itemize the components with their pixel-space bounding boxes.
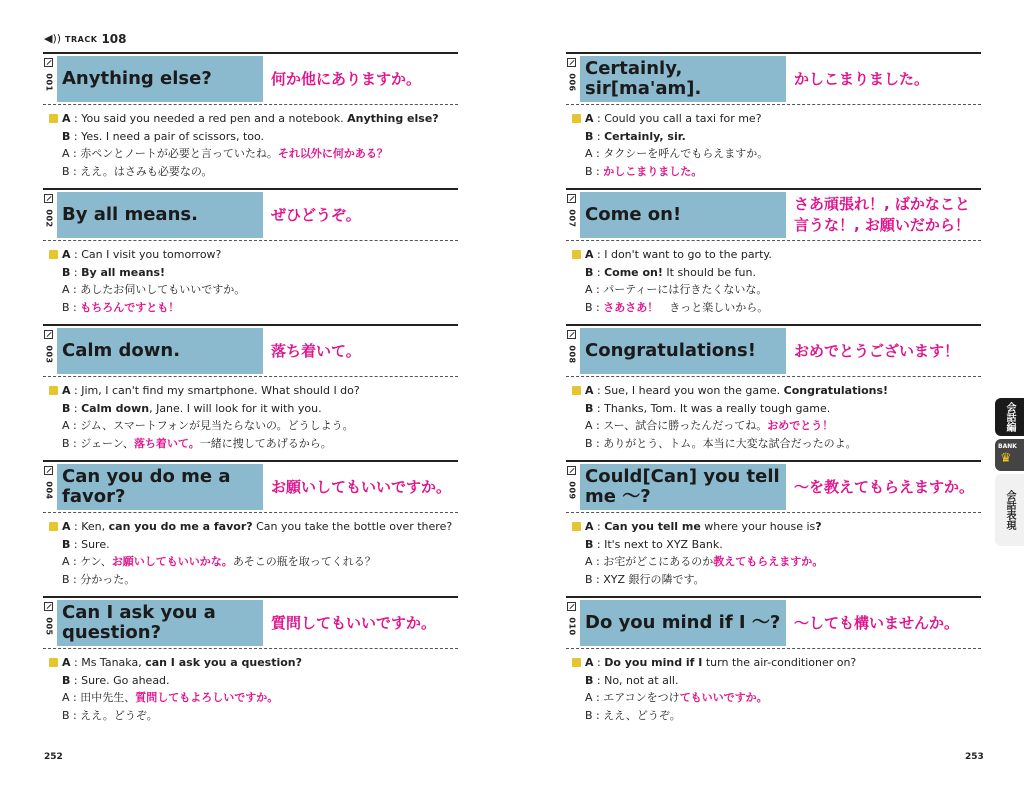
dialog-text: タクシーを呼んでもらえますか。	[603, 147, 769, 160]
phrase-box	[57, 464, 263, 510]
dialog-block	[49, 110, 454, 180]
speaker-label: B	[585, 708, 593, 722]
dialog-line: A : タクシーを呼んでもらえますか。	[585, 147, 769, 160]
highlight-text: かしこまりました。	[603, 164, 703, 178]
checkbox-icon[interactable]	[44, 58, 53, 67]
dialog-text: スー、試合に勝ったんだってね。	[603, 419, 768, 432]
dialog-line: B : Sure. Go ahead.	[62, 673, 170, 687]
dialog-block	[572, 110, 977, 180]
phrase-entry	[566, 188, 981, 322]
speaker-label: B	[62, 300, 70, 314]
speaker-label: A	[62, 147, 70, 160]
english-phrase: Could[Can] you tell me ～?	[585, 466, 780, 507]
tab-conversation-expressions[interactable]: 会話表現	[995, 474, 1024, 546]
speaker-label: B	[585, 401, 594, 415]
dialog-block	[49, 654, 454, 724]
dialog-line: A : 赤ペンとノートが必要と言っていたね。それ以外に何かある？	[62, 147, 388, 160]
dialog-line: A : Can you tell me where your house is?	[572, 518, 977, 536]
speaker-label: A	[585, 112, 594, 125]
speaker-label: B	[585, 572, 593, 586]
dialog-line: B : Yes. I need a pair of scissors, too.	[62, 129, 265, 143]
entry-header	[43, 596, 458, 649]
entry-id: 001	[44, 73, 54, 92]
speaker-icon: ◀))	[44, 32, 62, 45]
dialog-line: B : By all means!	[62, 265, 166, 279]
dialog-text: Yes. I need a pair of scissors, too.	[81, 129, 265, 143]
entry-number-column	[43, 192, 57, 238]
english-phrase: Calm down.	[62, 340, 181, 361]
dialog-line: A : I don't want to go to the party.	[572, 246, 977, 264]
dialog-text: ジェーン、	[80, 436, 134, 450]
entry-header	[566, 460, 981, 513]
audio-badge-icon[interactable]	[572, 114, 581, 123]
phrase-box	[580, 56, 786, 102]
japanese-translation: おめでとうございます！	[794, 341, 960, 360]
dialog-text: where your house is	[700, 520, 816, 533]
phrase-entry	[566, 596, 981, 730]
japanese-translation: お願いしてもいいですか。	[271, 477, 452, 496]
key-phrase-text: ?	[815, 520, 822, 533]
checkbox-icon[interactable]	[567, 58, 576, 67]
key-phrase-text: can you do me a favor?	[108, 520, 253, 533]
speaker-label: A	[585, 384, 594, 397]
dialog-line: A : Can I visit you tomorrow?	[49, 246, 454, 264]
speaker-label: B	[585, 129, 594, 143]
english-phrase: Come on!	[585, 204, 682, 225]
speaker-label: B	[585, 537, 594, 551]
checkbox-icon[interactable]	[567, 194, 576, 203]
highlight-text: それ以外に何かある？	[277, 147, 388, 160]
dialog-text: 分かった。	[80, 572, 136, 586]
dialog-block	[572, 518, 977, 588]
speaker-label: A	[585, 555, 593, 568]
speaker-label: B	[585, 436, 593, 450]
dialog-text: Could you call a taxi for me?	[604, 112, 762, 125]
dialog-text: 一緒に捜してあげるから。	[199, 436, 332, 450]
phrase-entry	[43, 52, 458, 186]
highlight-text: おめでとう！	[767, 419, 834, 432]
highlight-text: もちろんですとも！	[80, 300, 180, 314]
speaker-label: A	[62, 691, 70, 704]
dialog-text: turn the air-conditioner on?	[702, 656, 857, 669]
key-phrase-text: Come on!	[604, 265, 663, 279]
speaker-label: B	[585, 265, 594, 279]
japanese-translation: ぜひどうぞ。	[271, 205, 361, 224]
page-number: 252	[44, 752, 63, 762]
dialog-block	[49, 246, 454, 316]
dialog-block	[49, 518, 454, 588]
highlight-text: 教えてもらえますか。	[713, 555, 824, 568]
highlight-text: 質問してもよろしいですか。	[135, 691, 279, 704]
phrase-box	[580, 600, 786, 646]
speaker-label: A	[585, 147, 593, 160]
dialog-text: 田中先生、	[80, 691, 136, 704]
speaker-label: A	[62, 112, 71, 125]
dialog-text: ケン、	[80, 555, 112, 568]
dialog-line: A : エアコンをつけてもいいですか。	[585, 691, 768, 704]
audio-badge-icon[interactable]	[49, 386, 58, 395]
checkbox-icon[interactable]	[567, 330, 576, 339]
dialog-text: ええ。どうぞ。	[80, 708, 158, 722]
entry-id: 004	[44, 481, 54, 500]
entry-number-column	[43, 600, 57, 646]
phrase-entry	[566, 460, 981, 594]
dialog-text: Ken,	[81, 520, 109, 533]
dialog-text: Sue, I heard you won the game.	[604, 384, 784, 397]
dialog-line: A : 田中先生、質問してもよろしいですか。	[62, 691, 279, 704]
entry-id: 003	[44, 345, 54, 364]
checkbox-icon[interactable]	[44, 330, 53, 339]
highlight-text: さあさあ！	[603, 300, 659, 314]
entry-id: 005	[44, 617, 54, 636]
entry-header	[566, 324, 981, 377]
dialog-line: B : XYZ 銀行の隣です。	[585, 572, 705, 586]
audio-badge-icon[interactable]	[572, 250, 581, 259]
speaker-label: B	[585, 300, 593, 314]
phrase-entry	[43, 596, 458, 730]
dialog-text: It's next to XYZ Bank.	[604, 537, 723, 551]
english-phrase: Anything else?	[62, 68, 212, 89]
dialog-text: , Jane. I will look for it with you.	[149, 401, 322, 415]
speaker-label: A	[62, 419, 70, 432]
entry-number-column	[566, 464, 580, 510]
speaker-label: A	[585, 419, 593, 432]
speaker-label: B	[62, 537, 71, 551]
speaker-label: A	[585, 520, 594, 533]
checkbox-icon[interactable]	[44, 602, 53, 611]
dialog-text: Sure. Go ahead.	[81, 673, 170, 687]
speaker-label: B	[62, 129, 71, 143]
japanese-translation: 質問してもいいですか。	[271, 613, 437, 632]
dialog-line: A : Do you mind if I turn the air-conditioner on?	[572, 654, 977, 672]
page-number: 253	[965, 752, 984, 762]
dialog-text: きっと楽しいから。	[658, 300, 769, 314]
dialog-line: B : ええ。どうぞ。	[62, 708, 158, 722]
audio-badge-icon[interactable]	[572, 386, 581, 395]
entry-number-column	[566, 600, 580, 646]
speaker-label: B	[62, 436, 70, 450]
phrase-entry	[566, 52, 981, 186]
crown-icon: ♛	[1000, 451, 1012, 466]
entry-id: 006	[567, 73, 577, 92]
dialog-text: ありがとう、トム。本当に大変な試合だったのよ。	[603, 436, 857, 450]
entry-number-column	[566, 192, 580, 238]
dialog-text: ジム、スマートフォンが見当たらないの。どうしよう。	[80, 419, 354, 432]
entry-number-column	[43, 464, 57, 510]
dialog-text: Sure.	[81, 537, 110, 551]
phrase-box	[57, 192, 263, 238]
entry-number-column	[43, 56, 57, 102]
dialog-line: A : Ken, can you do me a favor? Can you take the bottle over there?	[49, 518, 454, 536]
japanese-translation: ～を教えてもらえますか。	[794, 477, 975, 496]
dialog-line: A : ジム、スマートフォンが見当たらないの。どうしよう。	[62, 419, 354, 432]
speaker-label: B	[62, 164, 70, 178]
speaker-label: A	[62, 555, 70, 568]
entry-header	[566, 52, 981, 105]
dialog-text: Ms Tanaka,	[81, 656, 146, 669]
entry-id: 009	[567, 481, 577, 500]
dialog-text: No, not at all.	[604, 673, 679, 687]
track-label: TRACK	[65, 34, 98, 44]
dialog-text: あしたお伺いしてもいいですか。	[80, 283, 246, 296]
entry-header	[43, 52, 458, 105]
phrase-entry	[43, 460, 458, 594]
dialog-text: あそこの瓶を取ってくれる？	[232, 555, 376, 568]
dialog-line: B : ありがとう、トム。本当に大変な試合だったのよ。	[585, 436, 857, 450]
dialog-text: Can I visit you tomorrow?	[81, 248, 222, 261]
phrase-box	[57, 328, 263, 374]
entry-header	[43, 188, 458, 241]
speaker-label: B	[585, 164, 593, 178]
dialog-line: B : Sure.	[62, 537, 110, 551]
entry-header	[43, 460, 458, 513]
tab-bank[interactable]	[995, 439, 1024, 471]
speaker-label: A	[62, 656, 71, 669]
japanese-translation: かしこまりました。	[794, 69, 930, 88]
speaker-label: B	[62, 401, 71, 415]
speaker-label: B	[585, 673, 594, 687]
checkbox-icon[interactable]	[567, 466, 576, 475]
dialog-text: エアコンをつけ	[603, 691, 680, 704]
phrase-box	[57, 56, 263, 102]
track-indicator[interactable]	[44, 32, 127, 46]
entry-number-column	[566, 328, 580, 374]
key-phrase-text: Can you tell me	[604, 520, 701, 533]
dialog-line: B : ええ、どうぞ。	[585, 708, 681, 722]
phrase-entry	[566, 324, 981, 458]
english-phrase: Can you do me a favor?	[62, 466, 231, 507]
speaker-label: A	[585, 691, 593, 704]
audio-badge-icon[interactable]	[49, 250, 58, 259]
dialog-text: ええ。はさみも必要なの。	[80, 164, 213, 178]
japanese-translation: 落ち着いて。	[271, 341, 361, 360]
dialog-block	[572, 246, 977, 316]
audio-badge-icon[interactable]	[572, 522, 581, 531]
checkbox-icon[interactable]	[44, 194, 53, 203]
entry-header	[566, 188, 981, 241]
dialog-line: B : Thanks, Tom. It was a really tough game.	[585, 401, 831, 415]
audio-badge-icon[interactable]	[49, 522, 58, 531]
english-phrase: Certainly, sir[ma'am].	[585, 58, 702, 99]
japanese-translation: 何か他にありますか。	[271, 69, 422, 88]
speaker-label: A	[62, 248, 71, 261]
dialog-text: お宅がどこにあるのか	[603, 555, 714, 568]
dialog-line: A : ケン、お願いしてもいいかな。あそこの瓶を取ってくれる？	[62, 555, 376, 568]
dialog-line: A : Sue, I heard you won the game. Congratulations!	[572, 382, 977, 400]
dialog-line: A : Ms Tanaka, can I ask you a question?	[49, 654, 454, 672]
english-phrase: By all means.	[62, 204, 198, 225]
audio-badge-icon[interactable]	[49, 658, 58, 667]
entry-header	[566, 596, 981, 649]
key-phrase-text: Congratulations!	[783, 384, 889, 397]
speaker-label: A	[585, 248, 594, 261]
english-phrase: Do you mind if I ～?	[585, 612, 781, 633]
dialog-line: A : あしたお伺いしてもいいですか。	[62, 283, 246, 296]
entry-number-column	[43, 328, 57, 374]
speaker-label: B	[62, 673, 71, 687]
dialog-text: ええ、どうぞ。	[603, 708, 681, 722]
dialog-line: B : さあさあ！ きっと楽しいから。	[585, 300, 769, 314]
dialog-line: B : かしこまりました。	[585, 164, 703, 178]
dialog-line: B : 分かった。	[62, 572, 136, 586]
track-number: 108	[101, 32, 127, 46]
tab-conversation-section[interactable]: 会話編	[995, 398, 1024, 436]
speaker-label: B	[62, 265, 71, 279]
dialog-line: B : ジェーン、落ち着いて。一緒に捜してあげるから。	[62, 436, 332, 450]
dialog-line: A : Jim, I can't find my smartphone. What should I do?	[49, 382, 454, 400]
speaker-label: A	[62, 283, 70, 296]
key-phrase-text: Do you mind if I	[604, 656, 703, 669]
highlight-text: 落ち着いて。	[133, 436, 200, 450]
key-phrase-text: Certainly, sir.	[604, 129, 686, 143]
speaker-label: B	[62, 572, 70, 586]
dialog-line: B : ええ。はさみも必要なの。	[62, 164, 213, 178]
dialog-block	[572, 382, 977, 452]
dialog-block	[572, 654, 977, 724]
highlight-text: てもいいですか。	[679, 691, 768, 704]
entry-id: 007	[567, 209, 577, 228]
entry-id: 008	[567, 345, 577, 364]
phrase-entry	[43, 188, 458, 322]
dialog-line: B : もちろんですとも！	[62, 300, 180, 314]
dialog-text: Thanks, Tom. It was a really tough game.	[604, 401, 831, 415]
dialog-line: A : パーティーには行きたくないな。	[585, 283, 768, 296]
dialog-text: 赤ペンとノートが必要と言っていたね。	[80, 147, 278, 160]
entry-header	[43, 324, 458, 377]
speaker-label: A	[585, 656, 594, 669]
dialog-text: パーティーには行きたくないな。	[603, 283, 768, 296]
dialog-line: A : お宅がどこにあるのか教えてもらえますか。	[585, 555, 824, 568]
entry-id: 002	[44, 209, 54, 228]
phrase-entry	[43, 324, 458, 458]
dialog-text: You said you needed a red pen and a notebook.	[81, 112, 348, 125]
key-phrase-text: Calm down	[81, 401, 150, 415]
key-phrase-text: can I ask you a question?	[145, 656, 302, 669]
phrase-box	[580, 328, 786, 374]
dialog-line: B : It's next to XYZ Bank.	[585, 537, 723, 551]
dialog-text: Can you take the bottle over there?	[252, 520, 453, 533]
highlight-text: お願いしてもいいかな。	[111, 555, 233, 568]
phrase-box	[580, 192, 786, 238]
speaker-label: A	[62, 520, 71, 533]
dialog-line: B : No, not at all.	[585, 673, 679, 687]
bank-label: BANK	[998, 443, 1017, 450]
key-phrase-text: Anything else?	[347, 112, 439, 125]
dialog-text: It should be fun.	[662, 265, 756, 279]
checkbox-icon[interactable]	[44, 466, 53, 475]
phrase-box	[580, 464, 786, 510]
dialog-line: A : You said you needed a red pen and a notebook. Anything else?	[49, 110, 454, 128]
dialog-text: XYZ 銀行の隣です。	[603, 572, 705, 586]
entry-number-column	[566, 56, 580, 102]
audio-badge-icon[interactable]	[572, 658, 581, 667]
dialog-text: I don't want to go to the party.	[604, 248, 772, 261]
english-phrase: Can I ask you a question?	[62, 602, 216, 643]
checkbox-icon[interactable]	[567, 602, 576, 611]
entry-id: 010	[567, 617, 577, 636]
audio-badge-icon[interactable]	[49, 114, 58, 123]
speaker-label: A	[585, 283, 593, 296]
dialog-text: Jim, I can't find my smartphone. What should I do?	[81, 384, 360, 397]
dialog-line: B : Calm down, Jane. I will look for it with you.	[62, 401, 322, 415]
key-phrase-text: By all means!	[81, 265, 166, 279]
phrase-box	[57, 600, 263, 646]
dialog-line: A : スー、試合に勝ったんだってね。おめでとう！	[585, 419, 834, 432]
english-phrase: Congratulations!	[585, 340, 756, 361]
dialog-line: A : Could you call a taxi for me?	[572, 110, 977, 128]
dialog-block	[49, 382, 454, 452]
dialog-line: B : Come on! It should be fun.	[585, 265, 756, 279]
japanese-translation: ～しても構いませんか。	[794, 613, 960, 632]
speaker-label: B	[62, 708, 70, 722]
speaker-label: A	[62, 384, 71, 397]
japanese-translation: さあ頑張れ！, ばかなこと言うな！, お願いだから！	[794, 195, 970, 234]
dialog-line: B : Certainly, sir.	[585, 129, 686, 143]
